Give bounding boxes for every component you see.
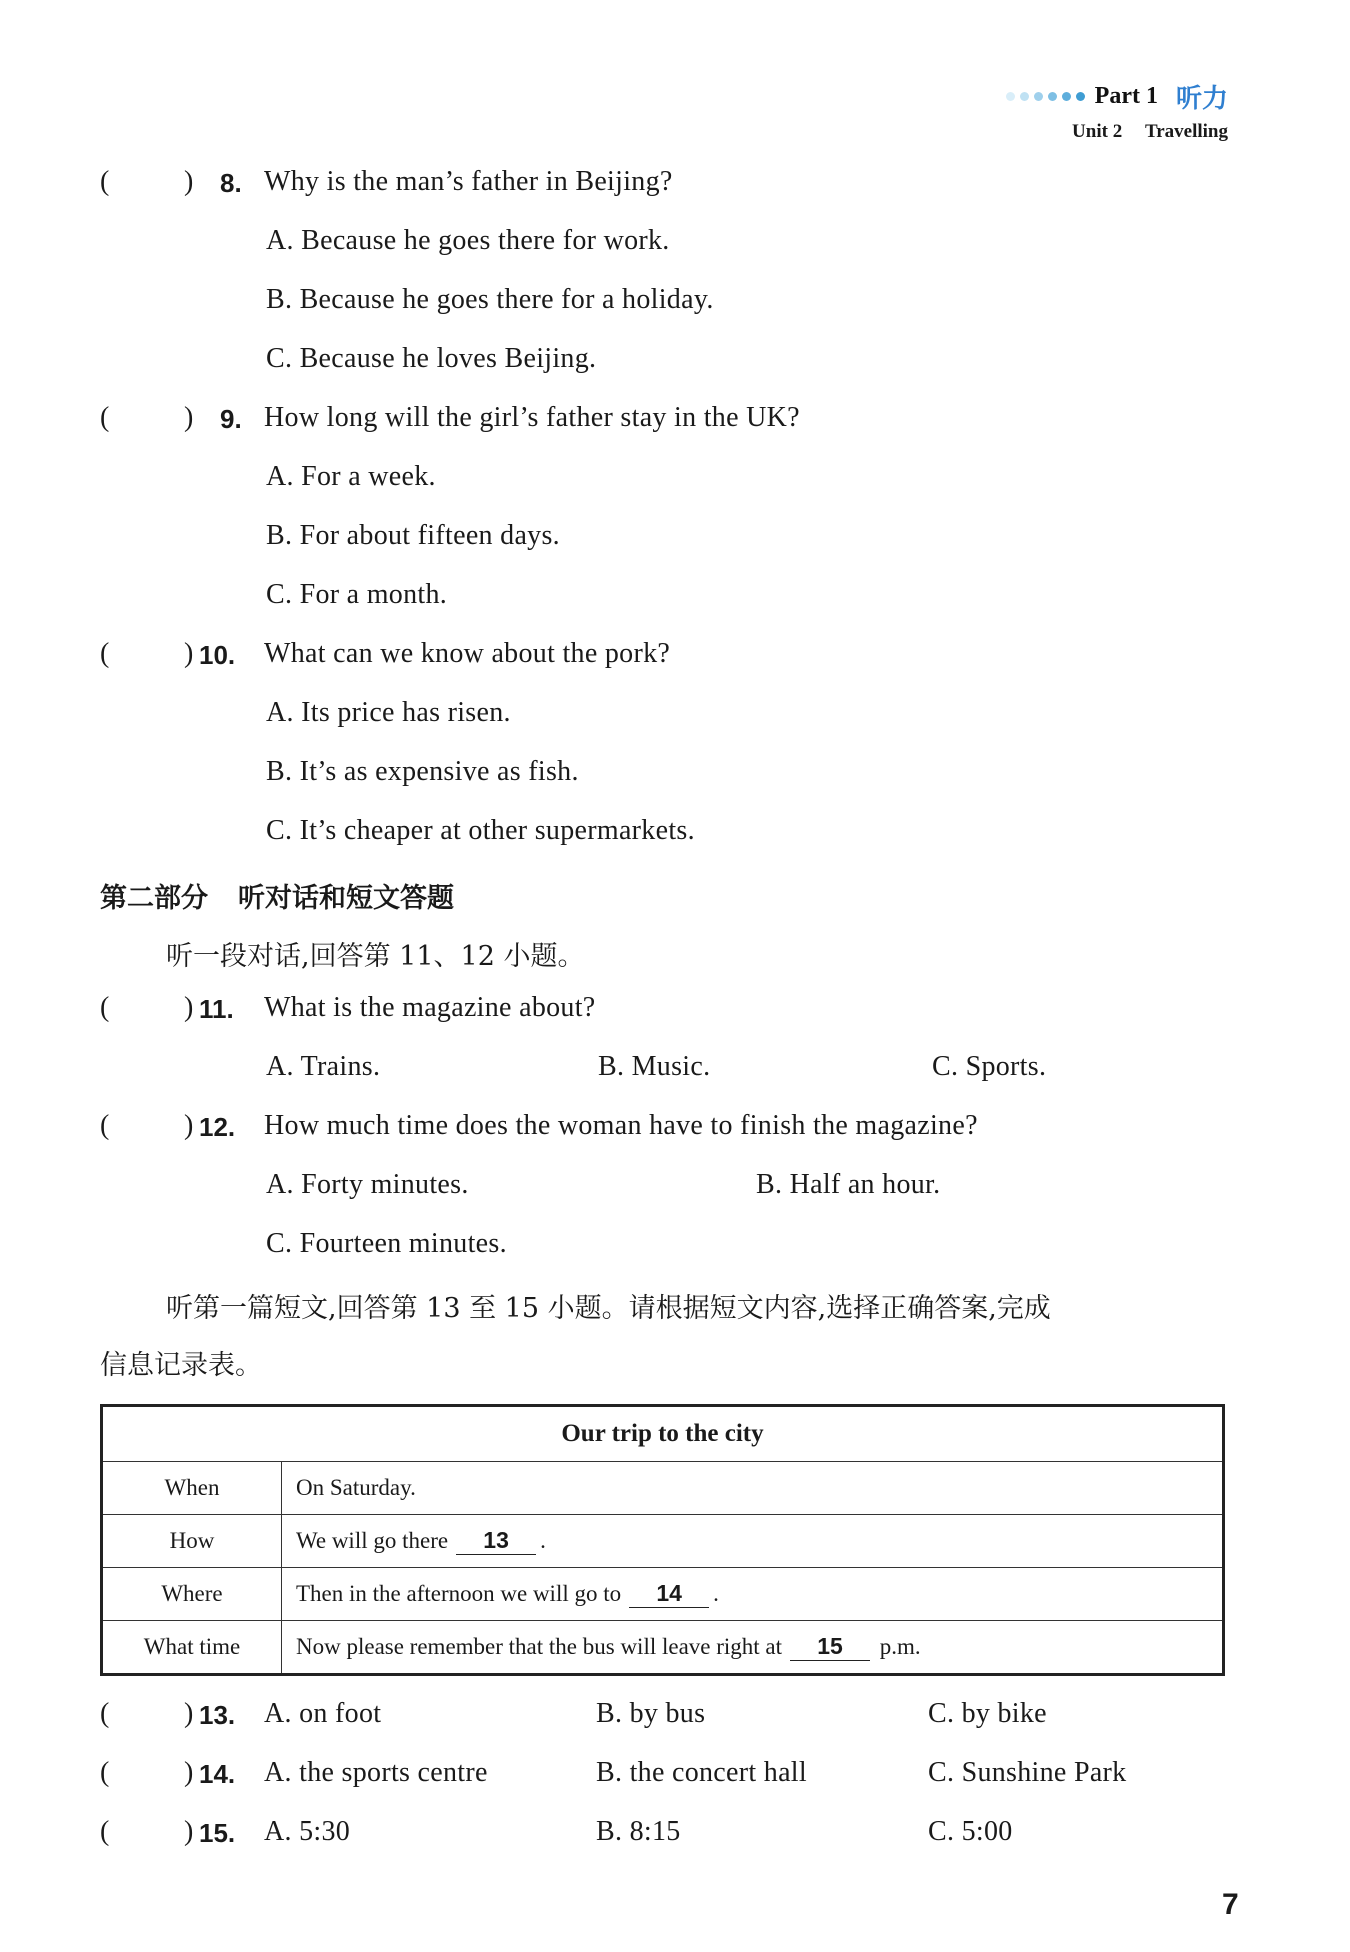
table-row (102, 1568, 1224, 1621)
option-c: C. Sports. (932, 1051, 1047, 1082)
instruction-1: 听一段对话,回答第 11、12 小题。 (166, 941, 585, 972)
option-a: A. Trains. (266, 1051, 381, 1082)
answer-paren-left: ( (100, 992, 110, 1023)
table-title: Our trip to the city (102, 1406, 1224, 1462)
question-number: 8. (220, 168, 242, 198)
option-c: C. by bike (928, 1698, 1047, 1729)
question-text: What can we know about the pork? (264, 638, 671, 669)
table-row (102, 1515, 1224, 1568)
answer-paren-right: ) (184, 1698, 194, 1729)
option-b: B. the concert hall (596, 1757, 807, 1788)
row-label: When (102, 1462, 282, 1515)
option-c: C. Fourteen minutes. (266, 1228, 507, 1259)
option-b: B. It’s as expensive as fish. (266, 756, 579, 787)
instruction-2-line-1: 听第一篇短文,回答第 13 至 15 小题。请根据短文内容,选择正确答案,完成 (166, 1293, 1051, 1324)
answer-blank-15[interactable]: 15 (790, 1633, 870, 1661)
row-text: We will go there (296, 1528, 449, 1553)
option-c: C. 5:00 (928, 1816, 1013, 1847)
option-a: A. Its price has risen. (266, 697, 511, 728)
answer-paren-right: ) (184, 638, 194, 669)
table-row (102, 1462, 1224, 1515)
option-c: C. It’s cheaper at other supermarkets. (266, 815, 695, 846)
question-14 (0, 1757, 1350, 1815)
answer-paren-right: ) (184, 402, 194, 433)
row-label: How (102, 1515, 282, 1568)
question-number: 15. (199, 1818, 236, 1848)
dot-icon (1020, 92, 1029, 101)
page-header (1006, 78, 1228, 143)
header-part-zh: 听力 (1175, 84, 1228, 114)
question-number: 12. (199, 1112, 236, 1142)
option-a: A. 5:30 (264, 1816, 351, 1847)
dot-icon (1062, 92, 1071, 101)
instruction-2-line-2: 信息记录表。 (100, 1350, 262, 1381)
row-value (282, 1621, 1224, 1675)
question-8 (0, 166, 1350, 224)
option-a: A. on foot (264, 1698, 382, 1729)
header-unit: Unit 2 (1072, 121, 1123, 142)
row-text: On Saturday. (296, 1475, 416, 1500)
row-text-after: . (713, 1581, 719, 1606)
question-text: How much time does the woman have to finish the magazine? (264, 1110, 978, 1141)
row-text: Then in the afternoon we will go to (296, 1581, 622, 1606)
option-b: B. Because he goes there for a holiday. (266, 284, 714, 315)
question-13 (0, 1698, 1350, 1756)
question-number: 11. (199, 994, 234, 1024)
option-a: A. Because he goes there for work. (266, 225, 670, 256)
section-title-text: 听对话和短文答题 (238, 883, 454, 914)
question-text: How long will the girl’s father stay in the UK? (264, 402, 800, 433)
row-value (282, 1515, 1224, 1568)
dot-icon (1006, 92, 1015, 101)
row-value (282, 1568, 1224, 1621)
question-text: Why is the man’s father in Beijing? (264, 166, 673, 197)
table-row (102, 1621, 1224, 1675)
decorative-dots (1006, 92, 1085, 101)
answer-paren-right: ) (184, 992, 194, 1023)
answer-paren-right: ) (184, 166, 194, 197)
row-text: Now please remember that the bus will leave right at (296, 1634, 783, 1659)
row-label: Where (102, 1568, 282, 1621)
table-header-row (102, 1406, 1224, 1462)
option-b: B. by bus (596, 1698, 706, 1729)
question-11-options (0, 1051, 1350, 1109)
header-part: Part 1 (1094, 83, 1158, 109)
answer-paren-left: ( (100, 402, 110, 433)
option-b: B. Half an hour. (756, 1169, 941, 1200)
answer-paren-left: ( (100, 166, 110, 197)
option-a: A. For a week. (266, 461, 436, 492)
answer-paren-right: ) (184, 1816, 194, 1847)
answer-paren-left: ( (100, 1110, 110, 1141)
option-b: B. For about fifteen days. (266, 520, 560, 551)
question-12-options (0, 1169, 1350, 1227)
answer-paren-left: ( (100, 1698, 110, 1729)
option-c: C. Because he loves Beijing. (266, 343, 597, 374)
question-number: 10. (199, 640, 236, 670)
question-number: 14. (199, 1759, 236, 1789)
question-15 (0, 1816, 1350, 1874)
question-number: 13. (199, 1700, 236, 1730)
question-text: What is the magazine about? (264, 992, 596, 1023)
question-10 (0, 638, 1350, 696)
section-title (100, 876, 454, 915)
page-number: 7 (1222, 1888, 1239, 1921)
answer-paren-left: ( (100, 638, 110, 669)
answer-blank-14[interactable]: 14 (629, 1580, 709, 1608)
question-number: 9. (220, 404, 242, 434)
question-12 (0, 1110, 1350, 1168)
option-b: B. 8:15 (596, 1816, 681, 1847)
row-value (282, 1462, 1224, 1515)
answer-paren-left: ( (100, 1816, 110, 1847)
answer-blank-13[interactable]: 13 (456, 1527, 536, 1555)
section-title-part: 第二部分 (100, 883, 208, 914)
answer-paren-right: ) (184, 1757, 194, 1788)
row-text-after: p.m. (879, 1634, 921, 1659)
option-a: A. the sports centre (264, 1757, 488, 1788)
option-a: A. Forty minutes. (266, 1169, 469, 1200)
dot-icon (1048, 92, 1057, 101)
row-label: What time (102, 1621, 282, 1675)
question-9 (0, 402, 1350, 460)
row-text-after: . (540, 1528, 546, 1553)
question-11 (0, 992, 1350, 1050)
option-c: C. Sunshine Park (928, 1757, 1127, 1788)
header-unit-title: Travelling (1144, 121, 1228, 142)
info-record-table (100, 1404, 1225, 1676)
option-b: B. Music. (598, 1051, 711, 1082)
dot-icon (1076, 92, 1085, 101)
dot-icon (1034, 92, 1043, 101)
answer-paren-right: ) (184, 1110, 194, 1141)
option-c: C. For a month. (266, 579, 448, 610)
answer-paren-left: ( (100, 1757, 110, 1788)
